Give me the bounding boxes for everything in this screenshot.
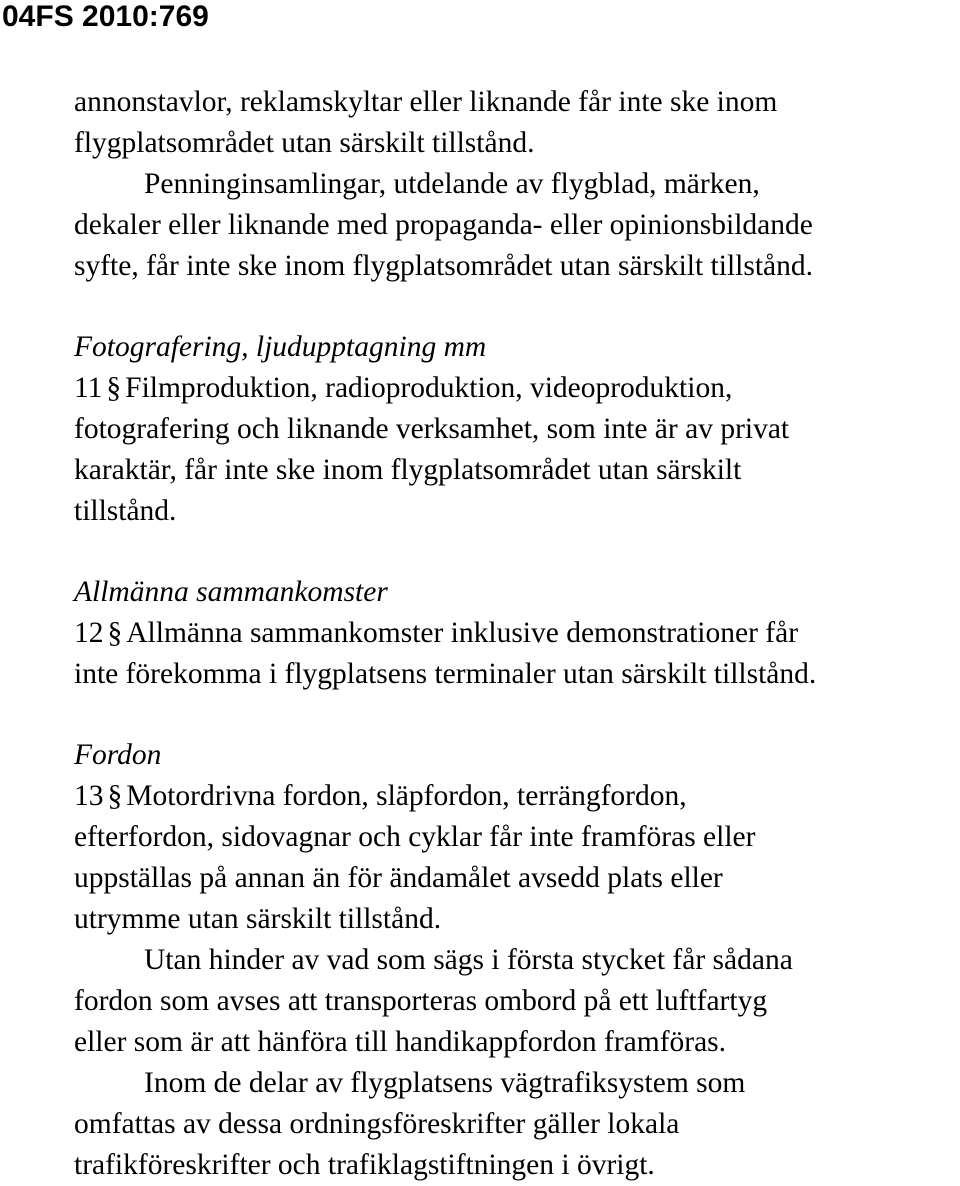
spacer [74,695,954,735]
text-line: inte förekomma i flygplatsens terminaler utan särskilt tillstånd. [74,658,817,690]
text-line: utrymme utan särskilt tillstånd. [74,903,442,935]
text-line: flygplatsområdet utan särskilt tillstånd. [74,127,535,159]
text-line: tillstånd. [74,495,177,527]
text-line: Penninginsamlingar, utdelande av flygblad, märken, [144,168,760,200]
section-number: 12 [74,617,104,649]
paragraph-symbol: § [107,780,123,812]
section-number: 13 [74,780,104,812]
section-first-line [74,776,954,817]
section-text: Filmproduktion, radioproduktion, videoproduktion, [125,372,733,404]
section-first-line [74,613,954,654]
paragraph-symbol: § [106,372,122,404]
section-number: 11 [74,372,103,404]
section-text: Allmänna sammankomster inklusive demonstrationer får [126,617,799,649]
section-heading: Allmänna sammankomster [74,576,388,608]
document-id-header: 04FS 2010:769 [2,0,209,33]
text-line: karaktär, får inte ske inom flygplatsområdet utan särskilt [74,454,742,486]
text-line: annonstavlor, reklamskyltar eller liknande får inte ske inom [74,86,778,118]
spacer [74,287,954,327]
paragraph-symbol: § [107,617,123,649]
text-line: dekaler eller liknande med propaganda- eller opinionsbildande [74,209,813,241]
text-line: fotografering och liknande verksamhet, som inte är av privat [74,413,790,445]
section-heading: Fotografering, ljudupptagning mm [74,331,487,363]
text-line: syfte, får inte ske inom flygplatsområdet utan särskilt tillstånd. [74,250,813,282]
text-line: Utan hinder av vad som sägs i första stycket får sådana [144,944,793,976]
document-body [74,82,954,1186]
text-line: omfattas av dessa ordningsföreskrifter gäller lokala [74,1108,680,1140]
section-text: Motordrivna fordon, släpfordon, terrängfordon, [126,780,687,812]
text-line: trafikföreskrifter och trafiklagstiftningen i övrigt. [74,1149,655,1181]
text-line: Inom de delar av flygplatsens vägtrafiksystem som [144,1067,746,1099]
text-line: uppställas på annan än för ändamålet avsedd plats eller [74,862,723,894]
spacer [74,532,954,572]
text-line: eller som är att hänföra till handikappfordon framföras. [74,1026,727,1058]
text-line: fordon som avses att transporteras ombord på ett luftfartyg [74,985,768,1017]
section-heading: Fordon [74,739,162,771]
section-first-line [74,368,954,409]
text-line: efterfordon, sidovagnar och cyklar får inte framföras eller [74,821,756,853]
